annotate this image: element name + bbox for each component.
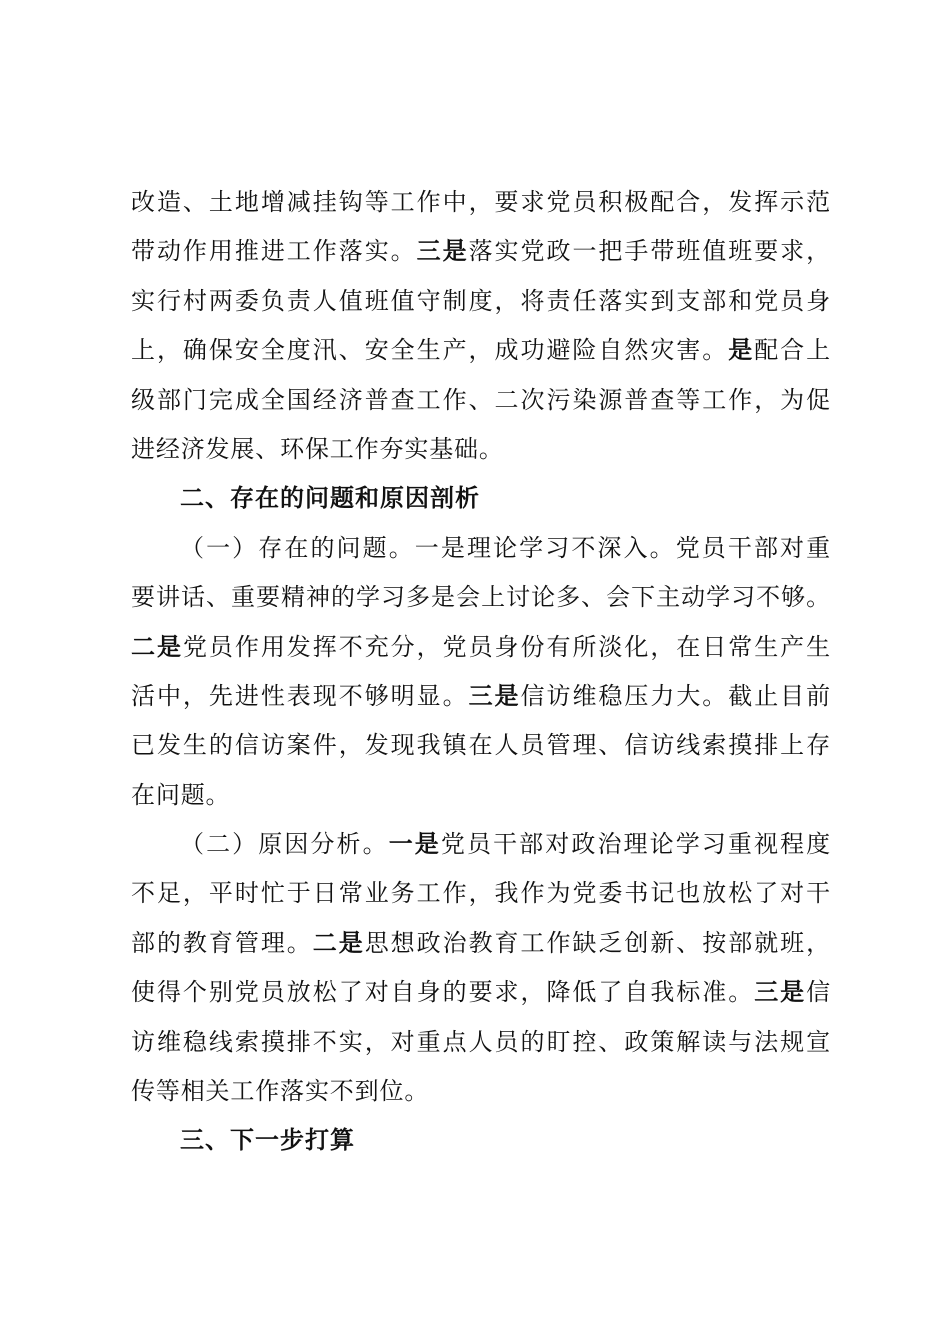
section-heading-3: 三、下一步打算 (180, 1126, 355, 1155)
text-segment: 使得个别党员放松了对自身的要求，降低了自我标准。 (131, 978, 755, 1007)
text-segment: （二）原因分析。 (180, 830, 389, 859)
text-segment: 在问题。 (131, 780, 231, 809)
paragraph-line (131, 869, 831, 918)
text-segment: 配合上 (754, 336, 831, 365)
document-body (131, 178, 831, 1166)
bold-marker: 三是 (754, 978, 807, 1007)
text-segment: 要讲话、重要精神的学习多是会上讨论多、会下主动学习不够。 (131, 583, 831, 612)
text-segment: 带动作用推进工作落实。 (131, 237, 417, 266)
bold-marker: 二是 (131, 632, 183, 661)
text-segment: 访维稳线索摸排不实，对重点人员的盯控、政策解读与法规宣 (131, 1027, 831, 1056)
text-segment: 部的教育管理。 (131, 928, 313, 957)
paragraph-line (131, 820, 831, 869)
paragraph-line (131, 376, 831, 425)
text-segment: 党员作用发挥不充分，党员身份有所淡化，在日常生产生 (182, 632, 831, 661)
paragraph-line (131, 178, 831, 227)
paragraph-line (131, 326, 831, 375)
text-segment: 上，确保安全度汛、安全生产，成功避险自然灾害。 (131, 336, 729, 365)
text-segment: 改造、土地增减挂钩等工作中，要求党员积极配合，发挥示范 (131, 188, 831, 216)
paragraph-line (131, 919, 831, 968)
text-segment: 活中，先进性表现不够明显。 (131, 681, 469, 710)
paragraph-line (131, 1018, 831, 1067)
text-segment: 实行村两委负责人值班值守制度，将责任落实到支部和党员身 (131, 286, 831, 315)
paragraph-line (131, 573, 831, 622)
paragraph-line (131, 425, 831, 474)
text-segment: 落实党政一把手带班值班要求， (468, 237, 831, 266)
paragraph-line (131, 623, 831, 672)
bold-marker: 三是 (468, 681, 521, 710)
text-segment: 信访维稳压力大。截止目前 (520, 681, 831, 710)
bold-marker: 二是 (312, 928, 365, 957)
paragraph-line (131, 524, 831, 573)
text-segment: 党员干部对政治理论学习重视程度 (440, 830, 832, 859)
text-segment: 已发生的信访案件，发现我镇在人员管理、信访线索摸排上存 (131, 731, 831, 760)
section-heading-2: 二、存在的问题和原因剖析 (180, 484, 480, 513)
paragraph-line (131, 277, 831, 326)
paragraph-line (131, 968, 831, 1017)
text-segment: 信 (806, 978, 831, 1007)
text-segment: （一）存在的问题。一是理论学习不深入。党员干部对重 (180, 533, 831, 562)
bold-marker: 是 (728, 336, 755, 365)
paragraph-line (131, 721, 831, 770)
paragraph-line (131, 227, 831, 276)
text-segment: 级部门完成全国经济普查工作、二次污染源普查等工作，为促 (131, 385, 831, 414)
bold-marker: 三是 (416, 237, 469, 266)
paragraph-line (131, 672, 831, 721)
text-segment: 进经济发展、环保工作夯实基础。 (131, 434, 504, 463)
text-segment: 思想政治教育工作缺乏创新、按部就班， (364, 928, 831, 957)
text-segment: 传等相关工作落实不到位。 (131, 1077, 430, 1106)
text-segment: 不足，平时忙于日常业务工作，我作为党委书记也放松了对干 (131, 879, 831, 908)
paragraph-line (131, 771, 831, 820)
bold-marker: 一是 (388, 830, 441, 859)
paragraph-line (131, 1067, 831, 1116)
